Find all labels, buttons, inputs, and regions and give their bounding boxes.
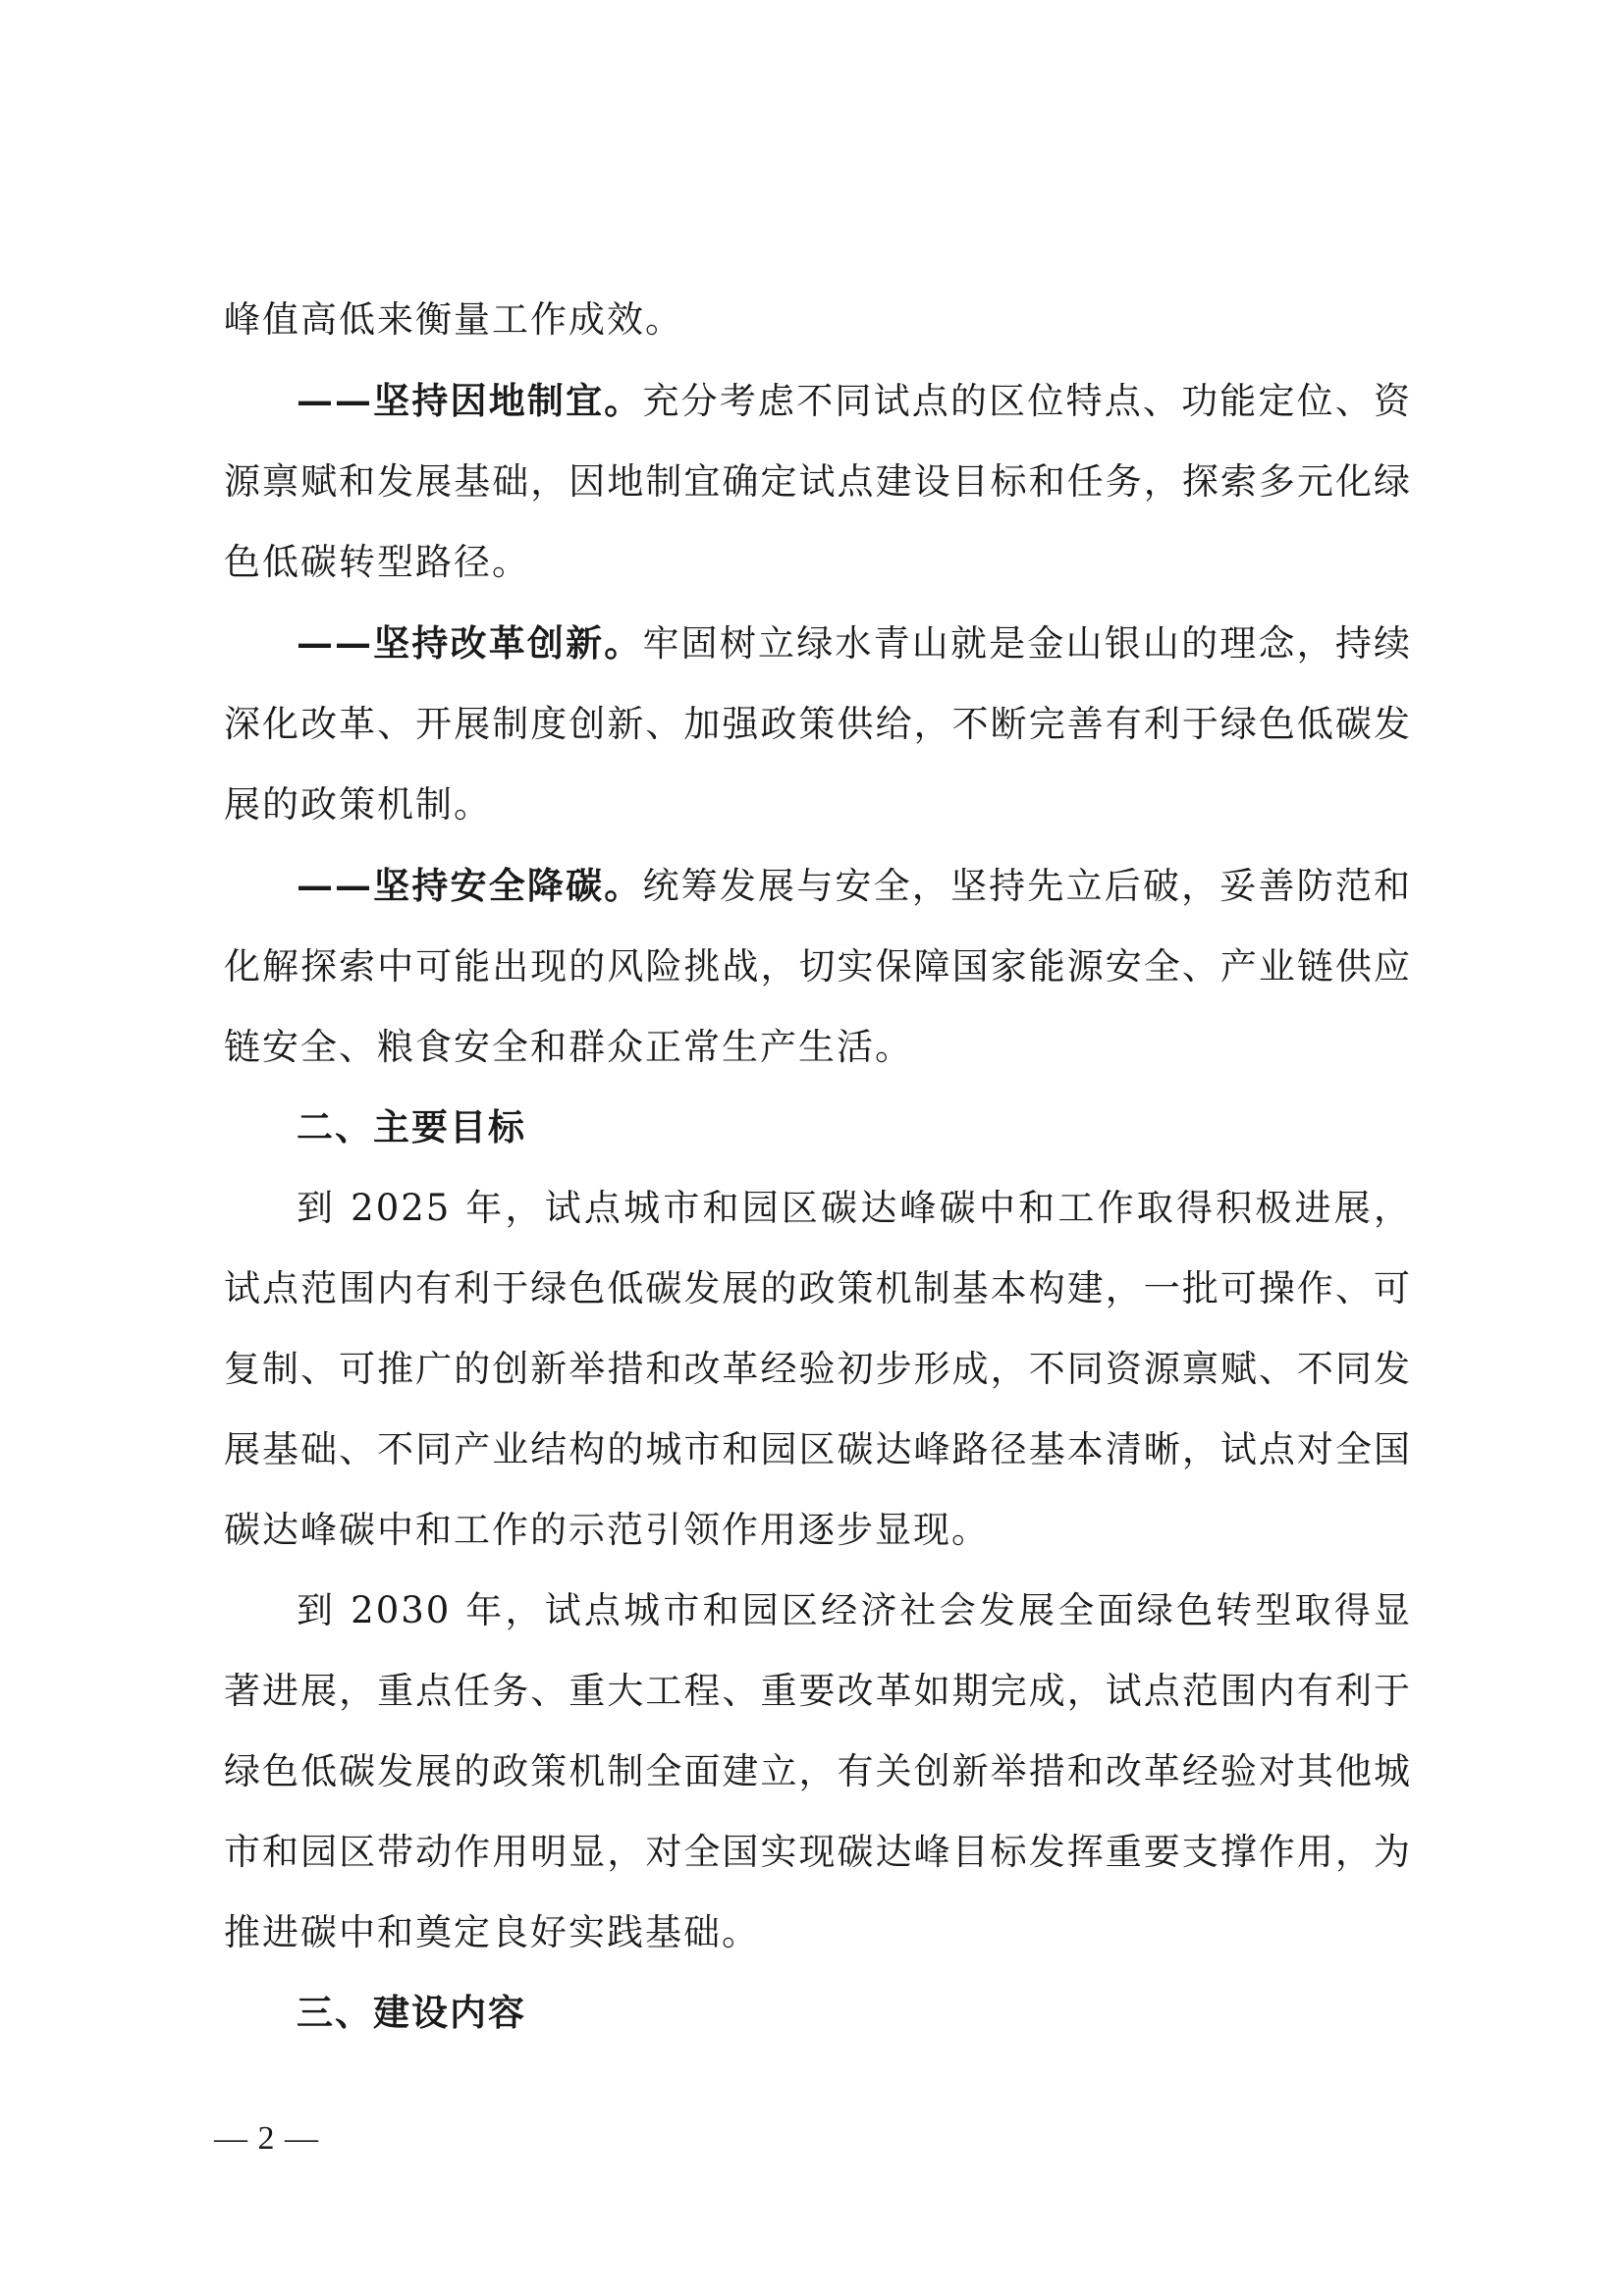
- section-heading-main-goals: 二、主要目标: [297, 1106, 526, 1148]
- goal-2030-paragraph: 到 2030 年，试点城市和园区经济社会发展全面绿色转型取得显著进展，重点任务、重大工程、重要改革如期完成，试点范围内有利于绿色低碳发展的政策机制全面建立，有关创新举措和改革经验对其他城市和园区带动作用明显，对全国实现碳达峰目标发挥重要支撑作用，为推进碳中和奠定良好实践基础。: [224, 1589, 1412, 1953]
- paragraph-continuation: [224, 280, 1412, 360]
- section-heading-construction-content: 三、建设内容: [297, 1992, 526, 2034]
- principle-reform-innovation: [224, 603, 1412, 845]
- page-number: — 2 —: [214, 2120, 319, 2157]
- principle-title: ——坚持改革创新。: [297, 621, 643, 665]
- goal-2025-paragraph: 到 2025 年，试点城市和园区碳达峰碳中和工作取得积极进展，试点范围内有利于绿色低碳发展的政策机制基本构建，一批可操作、可复制、可推广的创新举措和改革经验初步形成，不同资源禀赋、不同发展基础、不同产业结构的城市和园区碳达峰路径基本清晰，试点对全国碳达峰碳中和工作的示范引领作用逐步显现。: [224, 1187, 1412, 1551]
- principle-text: 充分考虑不同试点的区位特点、功能定位、资源禀赋和发展基础，因地制宜确定试点建设目标和任务，探索多元化绿色低碳转型路径。: [224, 380, 1413, 583]
- principle-text: 牢固树立绿水青山就是金山银山的理念，持续深化改革、开展制度创新、加强政策供给，不断完善有利于绿色低碳发展的政策机制。: [224, 622, 1413, 826]
- paragraph-text: 峰值高低来衡量工作成效。: [224, 298, 683, 341]
- principle-title: ——坚持因地制宜。: [297, 379, 643, 422]
- document-body: [224, 280, 1412, 2054]
- principle-local-conditions: [224, 360, 1412, 603]
- principle-safe-carbon-reduction: [224, 845, 1412, 1088]
- principle-text: 统筹发展与安全，坚持先立后破，妥善防范和化解探索中可能出现的风险挑战，切实保障国家能源安全、产业链供应链安全、粮食安全和群众正常生产生活。: [224, 865, 1413, 1068]
- principle-title: ——坚持安全降碳。: [297, 864, 643, 907]
